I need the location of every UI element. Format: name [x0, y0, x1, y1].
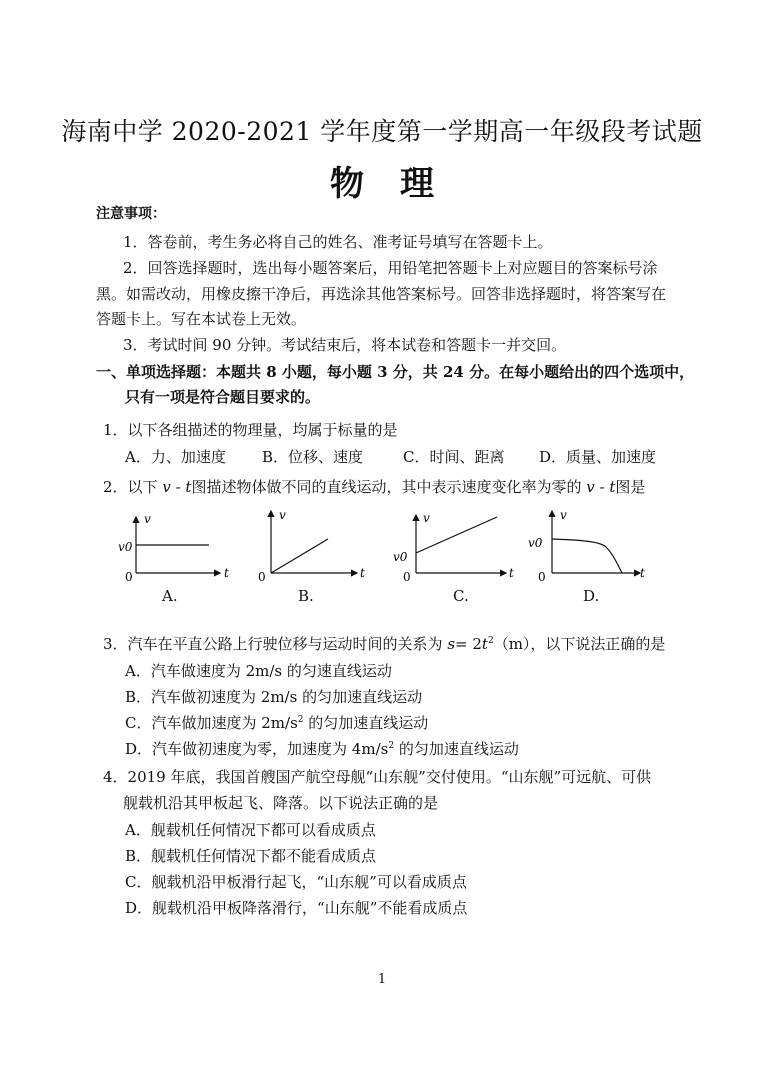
q1-option-d: D．质量、加速度 — [539, 448, 657, 466]
graph-d-v0-label: v0 — [528, 536, 543, 550]
graph-a-origin: 0 — [125, 570, 133, 584]
q1-option-b: B．位移、速度 — [262, 448, 364, 466]
notice-item-2-line-1: 2．回答选择题时，选出每小题答案后，用铅笔把答题卡上对应题目的答案标号涂 — [123, 259, 658, 277]
q4-stem-line-2: 舰载机沿其甲板起飞、降落。以下说法正确的是 — [123, 794, 439, 812]
graph-b-origin: 0 — [258, 570, 266, 584]
q3-stem-a: 3．汽车在平直公路上行驶位移与运动时间的关系为 — [103, 635, 448, 653]
q3-option-c-text: C．汽车做加速度为 2m/s — [125, 714, 298, 732]
graph-c-option: C. — [453, 587, 469, 605]
q4-option-c: C．舰载机沿甲板滑行起飞，“山东舰”可以看成质点 — [125, 873, 467, 891]
q3-option-d-tail: 的匀加速直线运动 — [394, 740, 519, 758]
q2-stem-b: 图描述物体做不同的直线运动，其中表示速度变化率为零的 — [191, 478, 582, 496]
graph-d-t-label: t — [640, 566, 645, 580]
graph-a-t-label: t — [224, 566, 229, 580]
graph-b-option: B. — [298, 587, 314, 605]
q4-option-b: B．舰载机任何情况下都不能看成质点 — [125, 847, 377, 865]
q1-stem: 1．以下各组描述的物理量，均属于标量的是 — [103, 421, 398, 439]
graph-b-line — [271, 539, 328, 573]
graph-a-option: A. — [162, 587, 178, 605]
graph-c-v-label: v — [423, 511, 430, 525]
graph-a — [118, 512, 229, 584]
q3-formula-t: t — [481, 635, 488, 653]
q1-option-a: A．力、加速度 — [125, 448, 226, 466]
q2-stem — [103, 477, 645, 497]
q3-formula-exp: 2 — [487, 636, 494, 646]
graph-c-t-label: t — [509, 566, 514, 580]
graph-a-v0-label: v0 — [118, 540, 133, 554]
graph-d-origin: 0 — [538, 570, 546, 584]
exam-title: 海南中学 2020-2021 学年度第一学期高一年级段考试题 — [61, 117, 703, 146]
graph-d-v-label: v — [560, 508, 567, 522]
q4-stem-line-1: 4．2019 年底，我国首艘国产航空母舰“山东舰”交付使用。“山东舰”可远航、可供 — [103, 768, 652, 786]
q3-option-b: B．汽车做初速度为 2m/s 的匀加速直线运动 — [125, 688, 423, 706]
graph-c — [393, 511, 514, 584]
notice-item-2-line-2: 黑。如需改动，用橡皮擦干净后，再选涂其他答案标号。回答非选择题时，将答案写在 — [96, 285, 667, 303]
q2-vt-label-2: v - t — [586, 478, 616, 496]
q3-stem-b: （m），以下说法正确的是 — [493, 635, 666, 653]
q3-option-c-sup: 2 — [297, 715, 304, 725]
q3-option-d-sup: 2 — [388, 741, 395, 751]
graph-d-curve — [552, 539, 622, 573]
notice-item-3: 3．考试时间 90 分钟。考试结束后，将本试卷和答题卡一并交回。 — [123, 336, 567, 354]
q1-option-c: C．时间、距离 — [403, 448, 505, 466]
graph-d-option: D. — [583, 587, 600, 605]
q3-formula-eq: = 2 — [455, 635, 482, 653]
q2-stem-c: 图是 — [615, 478, 646, 496]
page-number: 1 — [377, 972, 387, 987]
q3-stem — [103, 634, 665, 654]
notice-item-1: 1．答卷前，考生务必将自己的姓名、准考证号填写在答题卡上。 — [123, 233, 553, 251]
section-1-heading: 一、单项选择题：本题共 8 小题，每小题 3 分，共 24 分。在每小题给出的四个选项中， — [96, 363, 695, 381]
section-1-heading-cont: 只有一项是符合题目要求的。 — [125, 388, 321, 406]
q2-vt-label-1: v - t — [162, 478, 192, 496]
graph-d — [528, 508, 645, 584]
q3-option-a: A．汽车做速度为 2m/s 的匀速直线运动 — [125, 662, 392, 680]
notice-heading: 注意事项： — [96, 206, 166, 222]
graph-b — [258, 508, 365, 584]
graph-c-origin: 0 — [403, 570, 411, 584]
graph-b-v-label: v — [279, 508, 286, 522]
q3-option-d — [125, 739, 519, 759]
subject-title: 物理 — [330, 164, 470, 204]
q4-option-a: A．舰载机任何情况下都可以看成质点 — [125, 821, 376, 839]
notice-item-2-line-3: 答题卡上。写在本试卷上无效。 — [96, 310, 307, 328]
graph-b-t-label: t — [360, 566, 365, 580]
q3-option-c-tail: 的匀加速直线运动 — [303, 714, 429, 732]
q4-option-d: D．舰载机沿甲板降落滑行，“山东舰”不能看成质点 — [125, 899, 468, 917]
q2-stem-a: 2．以下 — [103, 478, 158, 496]
q3-option-d-text: D．汽车做初速度为零，加速度为 4m/s — [125, 740, 389, 758]
graph-a-v-label: v — [144, 512, 151, 526]
q3-formula-s: s — [447, 635, 456, 653]
q3-option-c — [125, 713, 428, 733]
graph-c-v0-label: v0 — [393, 550, 408, 564]
